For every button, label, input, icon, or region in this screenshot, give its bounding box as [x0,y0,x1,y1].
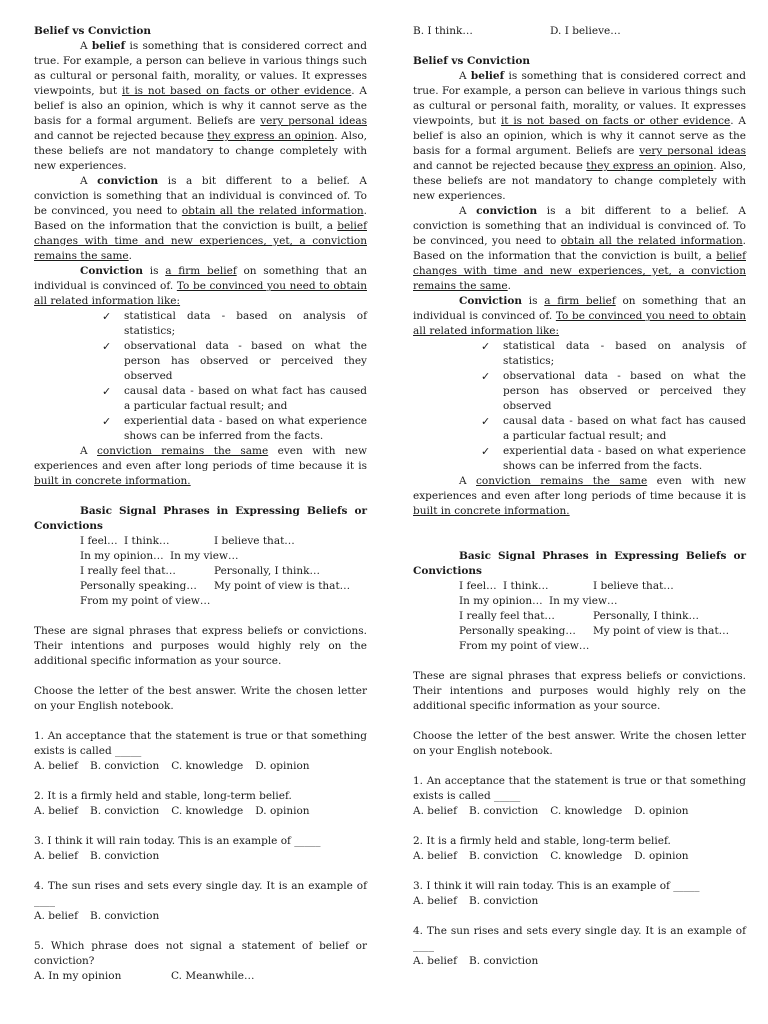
list-item: ✓ causal data - based on what fact has caused a particular factual result; and [503,414,746,444]
remains-paragraph: A conviction remains the same even with new experiences and even after long periods of time because it is built in concrete information. [413,475,746,517]
phrase-row: From my point of view… [80,595,211,607]
phrase-row: Personally speaking… My point of view is that… [80,580,351,592]
conviction-paragraph: A conviction is a bit different to a belief. A conviction is something that an individual is convinced of. To be convinced, you need to obtain all the related information. Based on the information that the conviction is built, a belief changes with time and new experiences, yet, a conviction remains the same. [34,175,368,262]
question-options: A. In my opinion C. Meanwhile… [34,970,255,982]
left-column [34,24,367,984]
signal-phrases-note: These are signal phrases that express beliefs or convictions. Their intentions and purposes would highly rely on the additional specific information as your source. [34,625,367,667]
signal-phrases [34,534,367,609]
right-column [413,24,746,969]
question-options: A. belief B. conviction C. knowledge D. opinion [413,850,689,862]
signal-phrases [413,579,746,654]
question-2: 2. It is a firmly held and stable, long-term belief. [34,790,292,802]
question-4: 4. The sun rises and sets every single day. It is an example of ____ [413,925,746,952]
belief-paragraph: A belief is something that is considered correct and true. For example, a person can believe in various things such as cultural or personal faith, morality, or values. It expresses viewpoints, but it is not based on facts or other evidence. A belief is also an opinion, which is why it cannot serve as the basis for a formal argument. Beliefs are very personal ideas and cannot be rejected because they express an opinion. Also, these beliefs are not mandatory to change completely with new experiences. [413,70,746,202]
phrase-row: Personally speaking… My point of view is that… [459,625,730,637]
belief-paragraph: A belief is something that is considered correct and true. For example, a person can believe in various things such as cultural or personal faith, morality, or values. It expresses viewpoints, but it is not based on facts or other evidence. A belief is also an opinion, which is why it cannot serve as the basis for a formal argument. Beliefs are very personal ideas and cannot be rejected because they express an opinion. Also, these beliefs are not mandatory to change completely with new experiences. [34,40,367,172]
phrase-row: From my point of view… [459,640,590,652]
page-title: Belief vs Conviction [34,25,152,37]
data-types-list [34,309,367,444]
instructions: Choose the letter of the best answer. Write the chosen letter on your English notebook. [34,685,367,712]
question-4: 4. The sun rises and sets every single day. It is an example of ____ [34,880,367,907]
firm-belief-paragraph: Conviction is a firm belief on something that an individual is convinced of. To be convinced you need to obtain all related information like: [34,265,367,307]
phrase-row: I feel… I think… I believe that… [459,580,674,592]
page-title: Belief vs Conviction [413,55,531,67]
question-options: A. belief B. conviction C. knowledge D. opinion [413,805,689,817]
question-options: A. belief B. conviction C. knowledge D. opinion [34,760,310,772]
phrase-row: In my opinion… In my view… [459,595,618,607]
section-heading: Basic Signal Phrases in Expressing Beliefs or Convictions [413,550,746,577]
firm-belief-paragraph: Conviction is a firm belief on something that an individual is convinced of. To be convinced you need to obtain all related information like: [413,295,746,337]
remains-paragraph: A conviction remains the same even with new experiences and even after long periods of time because it is built in concrete information. [34,445,367,487]
list-item: ✓ statistical data - based on analysis of statistics; [124,309,367,339]
question-options: A. belief B. conviction [34,850,160,862]
question-5: 5. Which phrase does not signal a statement of belief or conviction? [34,940,367,967]
phrase-row: I really feel that… Personally, I think… [459,610,699,622]
list-item: ✓ observational data - based on what the person has observed or perceived they observed [503,369,746,414]
question-1: 1. An acceptance that the statement is true or that something exists is called _____ [413,775,746,802]
signal-phrases-note: These are signal phrases that express beliefs or convictions. Their intentions and purposes would highly rely on the additional specific information as your source. [413,670,746,712]
phrase-row: In my opinion… In my view… [80,550,239,562]
question-options: A. belief B. conviction [34,910,160,922]
question-2: 2. It is a firmly held and stable, long-term belief. [413,835,671,847]
list-item: ✓ experiential data - based on what experience shows can be inferred from the facts. [124,414,367,444]
phrase-row: I feel… I think… I believe that… [80,535,295,547]
list-item: ✓ experiential data - based on what experience shows can be inferred from the facts. [503,444,746,474]
data-types-list [413,339,746,474]
question-3: 3. I think it will rain today. This is an example of _____ [413,880,700,892]
list-item: ✓ observational data - based on what the person has observed or perceived they observed [124,339,367,384]
question-options: B. I think… D. I believe… [413,25,621,37]
section-heading: Basic Signal Phrases in Expressing Beliefs or Convictions [34,505,367,532]
question-3: 3. I think it will rain today. This is an example of _____ [34,835,321,847]
question-options: A. belief B. conviction C. knowledge D. opinion [34,805,310,817]
phrase-row: I really feel that… Personally, I think… [80,565,320,577]
instructions: Choose the letter of the best answer. Write the chosen letter on your English notebook. [413,730,746,757]
list-item: ✓ statistical data - based on analysis of statistics; [503,339,746,369]
question-options: A. belief B. conviction [413,955,539,967]
question-1: 1. An acceptance that the statement is true or that something exists is called _____ [34,730,367,757]
list-item: ✓ causal data - based on what fact has caused a particular factual result; and [124,384,367,414]
question-options: A. belief B. conviction [413,895,539,907]
conviction-paragraph: A conviction is a bit different to a belief. A conviction is something that an individual is convinced of. To be convinced, you need to obtain all the related information. Based on the information that the conviction is built, a belief changes with time and new experiences, yet, a conviction remains the same. [413,205,747,292]
